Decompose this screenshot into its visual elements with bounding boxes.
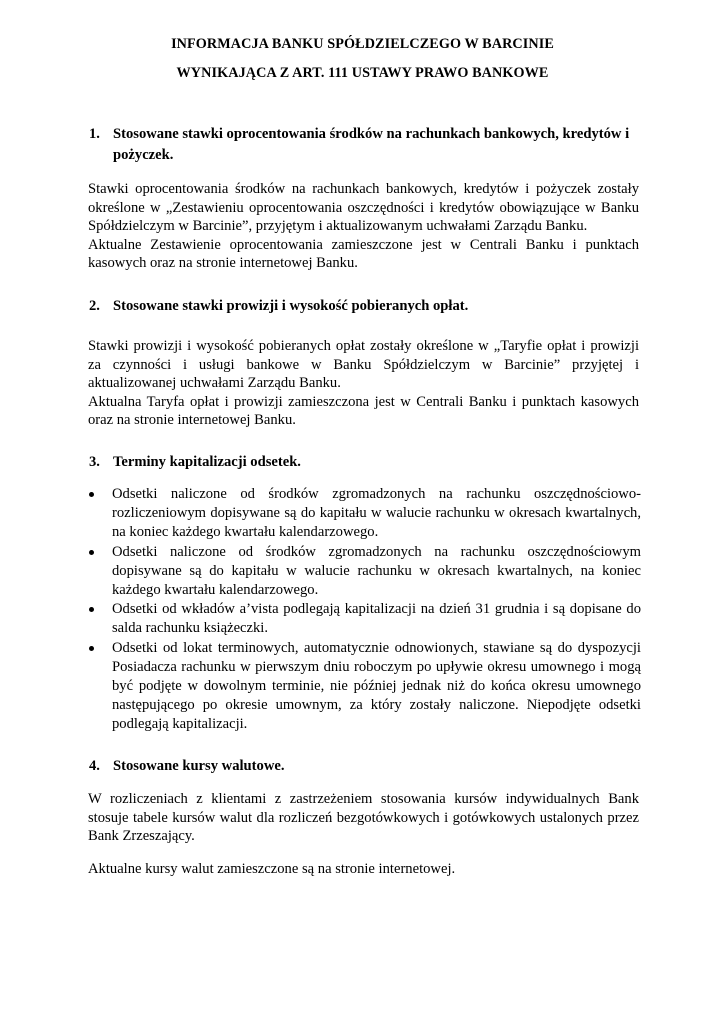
section-1-heading bbox=[89, 124, 645, 165]
section-3-heading bbox=[89, 452, 645, 473]
bullet-icon bbox=[89, 607, 94, 612]
section-4-body bbox=[88, 790, 639, 846]
section-number: 2. bbox=[89, 298, 100, 314]
list-item-text: Odsetki naliczone od środków zgromadzonych na rachunku oszczędnościowym dopisywane są do kapitału w walucie rachunku w okresach kwartalnych, na koniec każdego kwartału kalendarzowego. bbox=[112, 543, 641, 599]
section-4-note bbox=[88, 860, 639, 879]
section-4-heading bbox=[89, 756, 645, 777]
document-title-line-1: INFORMACJA BANKU SPÓŁDZIELCZEGO W BARCINIE bbox=[171, 36, 554, 52]
bullet-icon bbox=[89, 550, 94, 555]
paragraph: Aktualna Taryfa opłat i prowizji zamieszczona jest w Centrali Banku i punktach kasowych oraz na stronie internetowej Banku. bbox=[88, 393, 639, 429]
paragraph: Stawki prowizji i wysokość pobieranych opłat zostały określone w „Taryfie opłat i prowizji za czynności i usługi bankowe w Banku Spółdzielczym w Barcinie” przyjętej i aktualizowanej uchwałami Zarządu Banku. bbox=[88, 338, 639, 392]
bullet-icon bbox=[89, 646, 94, 651]
paragraph: Stawki oprocentowania środków na rachunkach bankowych, kredytów i pożyczek zostały określone w „Zestawieniu oprocentowania oszczędności i kredytów obowiązujące w Banku Spółdzielczym w Barcinie”, przyjętym i aktualizowanym uchwałami Zarządu Banku. bbox=[88, 181, 639, 235]
section-number: 4. bbox=[89, 758, 100, 774]
section-2-body bbox=[88, 337, 639, 430]
section-heading-text: Terminy kapitalizacji odsetek. bbox=[113, 454, 301, 470]
paragraph: W rozliczeniach z klientami z zastrzeżeniem stosowania kursów indywidualnych Bank stosuje tabele kursów walut dla rozliczeń bezgotówkowych i gotówkowych ustalonych przez Bank Zrzeszający. bbox=[88, 791, 639, 845]
bullet-icon bbox=[89, 492, 94, 497]
paragraph: Aktualne kursy walut zamieszczone są na stronie internetowej. bbox=[88, 861, 456, 877]
list-item bbox=[88, 485, 641, 543]
list-item-text: Odsetki od lokat terminowych, automatycznie odnowionych, stawiane są do dyspozycji Posiadacza rachunku w pierwszym dniu roboczym po upływie okresu umownego i mogą być podjęte w dowolnym terminie, nie później jednak niż do końca okresu umownego następującego po okresie umownym, za który zostały naliczone. Niepodjęte odsetki podlegają kapitalizacji. bbox=[112, 639, 641, 733]
section-heading-text: Stosowane stawki prowizji i wysokość pobieranych opłat. bbox=[113, 298, 469, 314]
list-item bbox=[88, 600, 641, 638]
document-title-line-2: WYNIKAJĄCA Z ART. 111 USTAWY PRAWO BANKOWE bbox=[176, 65, 549, 81]
section-heading-text: Stosowane stawki oprocentowania środków na rachunkach bankowych, kredytów i pożyczek. bbox=[113, 126, 630, 163]
section-2-heading bbox=[89, 296, 645, 317]
section-1-body bbox=[88, 180, 639, 273]
paragraph: Aktualne Zestawienie oprocentowania zamieszczone jest w Centrali Banku i punktach kasowych oraz na stronie internetowej Banku. bbox=[88, 236, 639, 272]
list-item bbox=[88, 543, 641, 601]
list-item-text: Odsetki od wkładów a’vista podlegają kapitalizacji na dzień 31 grudnia i są dopisane do salda rachunku książeczki. bbox=[112, 601, 641, 637]
list-item-text: Odsetki naliczone od środków zgromadzonych na rachunku oszczędnościowo-rozliczeniowym dopisywane są do kapitału w walucie rachunku w okresach kwartalnych, na koniec każdego kwartału kalendarzowego. bbox=[112, 486, 641, 541]
section-3-bullet-list bbox=[88, 485, 641, 735]
list-item bbox=[88, 639, 641, 735]
section-number: 1. bbox=[89, 126, 100, 142]
section-number: 3. bbox=[89, 454, 100, 470]
section-heading-text: Stosowane kursy walutowe. bbox=[113, 758, 285, 774]
